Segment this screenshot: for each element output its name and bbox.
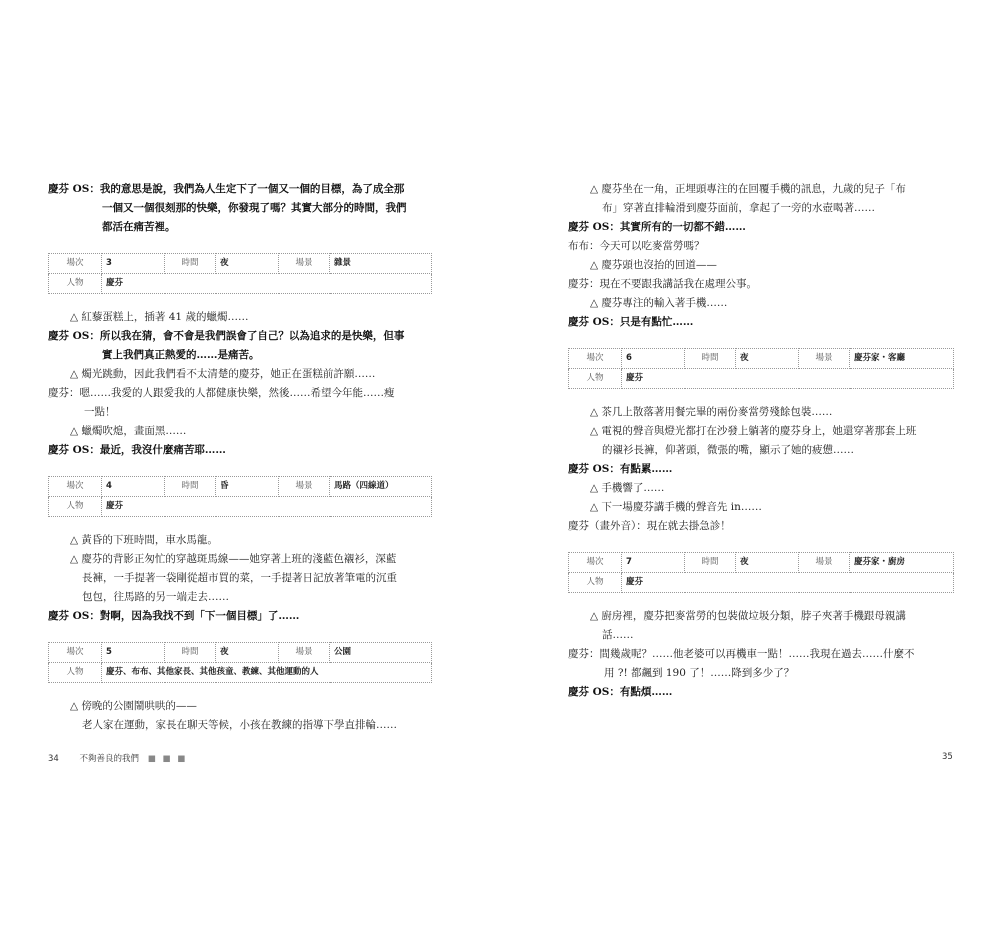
scene-time: 夜 bbox=[736, 553, 799, 573]
footer-dots: ■ ■ ■ bbox=[147, 754, 188, 764]
people-label: 人物 bbox=[49, 663, 102, 683]
speaker: 慶芬（畫外音）： bbox=[568, 520, 647, 532]
speaker: 慶芬 OS： bbox=[568, 316, 620, 328]
scene-people: 慶芬、布布、其他家長、其他孩童、教練、其他運動的人 bbox=[102, 663, 432, 683]
scene-no: 5 bbox=[102, 643, 165, 663]
action-text: 老人家在運動，家長在聊天等候，小孩在教練的指導下學直排輪…… bbox=[82, 719, 397, 731]
scene-table-7 bbox=[568, 552, 954, 593]
speaker: 慶芬 OS： bbox=[48, 183, 100, 195]
dialogue-text: 只是有點忙…… bbox=[619, 316, 694, 328]
scene-no: 6 bbox=[622, 349, 685, 369]
scene-place: 公園 bbox=[330, 643, 432, 663]
dialogue-text: 用 ?! 都飆到 190 了！……降到多少了？ bbox=[604, 667, 795, 679]
speaker: 慶芬 OS： bbox=[568, 686, 620, 698]
scene-no: 3 bbox=[102, 254, 165, 274]
speaker: 慶芬： bbox=[568, 278, 600, 290]
action-line: △ 紅藜蛋糕上，插著 41 歲的蠟燭…… bbox=[70, 311, 249, 323]
dialogue-line bbox=[568, 460, 954, 479]
action-text: △ 慶芬的背影正匆忙的穿越斑馬線——她穿著上班的淺藍色襯衫，深藍 bbox=[70, 553, 397, 565]
scene-people: 慶芬 bbox=[102, 274, 432, 294]
scene-place: 馬路（四線道） bbox=[330, 477, 432, 497]
place-label: 場景 bbox=[279, 643, 330, 663]
action-line: △ 燭光跳動，因此我們看不太清楚的慶芬，她正在蛋糕前許願…… bbox=[70, 368, 376, 380]
place-label: 場景 bbox=[279, 254, 330, 274]
action-line: △ 蠟燭吹熄，畫面黑…… bbox=[70, 425, 187, 437]
dialogue-text: 有點煩…… bbox=[619, 686, 673, 698]
action-text: △ 電視的聲音與燈光都打在沙發上躺著的慶芬身上，她還穿著那套上班 bbox=[590, 425, 917, 437]
dialogue-text: 都活在痛苦裡。 bbox=[102, 221, 176, 233]
scene-place: 雜景 bbox=[330, 254, 432, 274]
scene-no: 7 bbox=[622, 553, 685, 573]
time-label: 時間 bbox=[685, 349, 736, 369]
action-block bbox=[568, 422, 954, 460]
place-label: 場景 bbox=[799, 553, 850, 573]
speaker: 慶芬 OS： bbox=[48, 610, 100, 622]
dialogue-line bbox=[48, 327, 432, 365]
dialogue-text: 所以我在猜，會不會是我們誤會了自己？以為追求的是快樂，但事 bbox=[99, 330, 405, 342]
dialogue-text: 間幾歲呢？……他老婆可以再機車一點！……我現在過去……什麼不 bbox=[599, 648, 915, 660]
dialogue-line bbox=[568, 517, 954, 536]
dialogue-line bbox=[568, 313, 954, 332]
dialogue-line bbox=[48, 180, 432, 237]
book-title: 不夠善良的我們 bbox=[79, 754, 140, 764]
right-page bbox=[568, 180, 954, 702]
place-label: 場景 bbox=[799, 349, 850, 369]
people-label: 人物 bbox=[49, 497, 102, 517]
speaker: 慶芬 OS： bbox=[48, 444, 100, 456]
page-number: 34 bbox=[48, 754, 59, 764]
people-label: 人物 bbox=[569, 369, 622, 389]
time-label: 時間 bbox=[685, 553, 736, 573]
time-label: 時間 bbox=[165, 643, 216, 663]
scene-no-label: 場次 bbox=[49, 643, 102, 663]
page-number: 35 bbox=[942, 752, 953, 762]
action-line: △ 黃昏的下班時間，車水馬龍。 bbox=[70, 534, 218, 546]
action-text: 長褲，一手提著一袋剛從超市買的菜，一手提著日記放著筆電的沉重 bbox=[82, 572, 397, 584]
action-text: △ 傍晚的公園鬧哄哄的—— bbox=[70, 700, 197, 712]
dialogue-line bbox=[48, 607, 432, 626]
action-line: △ 慶芬專注的輸入著手機…… bbox=[590, 297, 728, 309]
dialogue-text: 現在不要跟我講話我在處理公事。 bbox=[599, 278, 757, 290]
action-text: 的襯衫長褲，仰著頭，微張的嘴，顯示了她的疲憊…… bbox=[602, 444, 854, 456]
speaker: 慶芬 OS： bbox=[48, 330, 100, 342]
footer-left bbox=[48, 752, 187, 764]
speaker: 慶芬： bbox=[568, 648, 600, 660]
action-line: △ 下一場慶芬講手機的聲音先 in…… bbox=[590, 501, 762, 513]
dialogue-line bbox=[568, 683, 954, 702]
dialogue-line bbox=[48, 441, 432, 460]
action-line: △ 茶几上散落著用餐完畢的兩份麥當勞殘餘包裝…… bbox=[590, 406, 833, 418]
action-text: 包包，往馬路的另一端走去…… bbox=[82, 591, 229, 603]
action-text: 布」穿著直排輪滑到慶芬面前，拿起了一旁的水壺喝著…… bbox=[602, 202, 875, 214]
place-label: 場景 bbox=[279, 477, 330, 497]
scene-no-label: 場次 bbox=[49, 254, 102, 274]
scene-place: 慶芬家・客廳 bbox=[850, 349, 954, 369]
time-label: 時間 bbox=[165, 477, 216, 497]
dialogue-text: 有點累…… bbox=[619, 463, 673, 475]
dialogue-line bbox=[48, 384, 432, 422]
scene-no-label: 場次 bbox=[569, 349, 622, 369]
dialogue-line bbox=[568, 645, 954, 683]
scene-people: 慶芬 bbox=[102, 497, 432, 517]
scene-no-label: 場次 bbox=[49, 477, 102, 497]
action-line: △ 手機響了…… bbox=[590, 482, 665, 494]
speaker: 布布： bbox=[568, 240, 600, 252]
scene-time: 夜 bbox=[736, 349, 799, 369]
scene-people: 慶芬 bbox=[622, 369, 954, 389]
dialogue-line bbox=[568, 275, 954, 294]
scene-time: 昏 bbox=[216, 477, 279, 497]
footer-right bbox=[942, 752, 953, 762]
time-label: 時間 bbox=[165, 254, 216, 274]
scene-people: 慶芬 bbox=[622, 573, 954, 593]
dialogue-text: 一個又一個很刻那的快樂，你發現了嗎？其實大部分的時間，我們 bbox=[102, 202, 407, 214]
people-label: 人物 bbox=[49, 274, 102, 294]
action-text: △ 慶芬坐在一角，正埋頭專注的在回覆手機的訊息，九歲的兒子「布 bbox=[590, 183, 906, 195]
scene-table-3 bbox=[48, 253, 432, 294]
action-block bbox=[48, 697, 432, 735]
scene-time: 夜 bbox=[216, 643, 279, 663]
dialogue-line bbox=[568, 237, 954, 256]
action-block bbox=[568, 607, 954, 645]
speaker: 慶芬 OS： bbox=[568, 463, 620, 475]
dialogue-text: 其實所有的一切都不錯…… bbox=[619, 221, 746, 233]
dialogue-text: 我的意思是說，我們為人生定下了一個又一個的目標，為了成全那 bbox=[99, 183, 405, 195]
people-label: 人物 bbox=[569, 573, 622, 593]
scene-place: 慶芬家・廚房 bbox=[850, 553, 954, 573]
action-block bbox=[48, 550, 432, 607]
action-text: 話…… bbox=[602, 629, 634, 641]
dialogue-text: 嗯……我愛的人跟愛我的人都健康快樂，然後……希望今年能……瘦 bbox=[79, 387, 395, 399]
action-block bbox=[568, 180, 954, 218]
dialogue-text: 一點！ bbox=[84, 406, 116, 418]
scene-time: 夜 bbox=[216, 254, 279, 274]
speaker: 慶芬 OS： bbox=[568, 221, 620, 233]
dialogue-text: 對啊，因為我找不到「下一個目標」了…… bbox=[99, 610, 300, 622]
scene-no-label: 場次 bbox=[569, 553, 622, 573]
action-text: △ 廚房裡，慶芬把麥當勞的包裝做垃圾分類，脖子夾著手機跟母親講 bbox=[590, 610, 906, 622]
dialogue-text: 今天可以吃麥當勞嗎？ bbox=[599, 240, 705, 252]
scene-no: 4 bbox=[102, 477, 165, 497]
dialogue-text: 現在就去掛急診！ bbox=[646, 520, 731, 532]
scene-table-6 bbox=[568, 348, 954, 389]
scene-table-4 bbox=[48, 476, 432, 517]
dialogue-line bbox=[568, 218, 954, 237]
scene-table-5 bbox=[48, 642, 432, 683]
left-page bbox=[48, 180, 432, 735]
action-line: △ 慶芬頭也沒抬的回道—— bbox=[590, 259, 717, 271]
dialogue-text: 最近，我沒什麼痛苦耶…… bbox=[99, 444, 226, 456]
dialogue-text: 實上我們真正熱愛的……是痛苦。 bbox=[102, 349, 260, 361]
speaker: 慶芬： bbox=[48, 387, 80, 399]
